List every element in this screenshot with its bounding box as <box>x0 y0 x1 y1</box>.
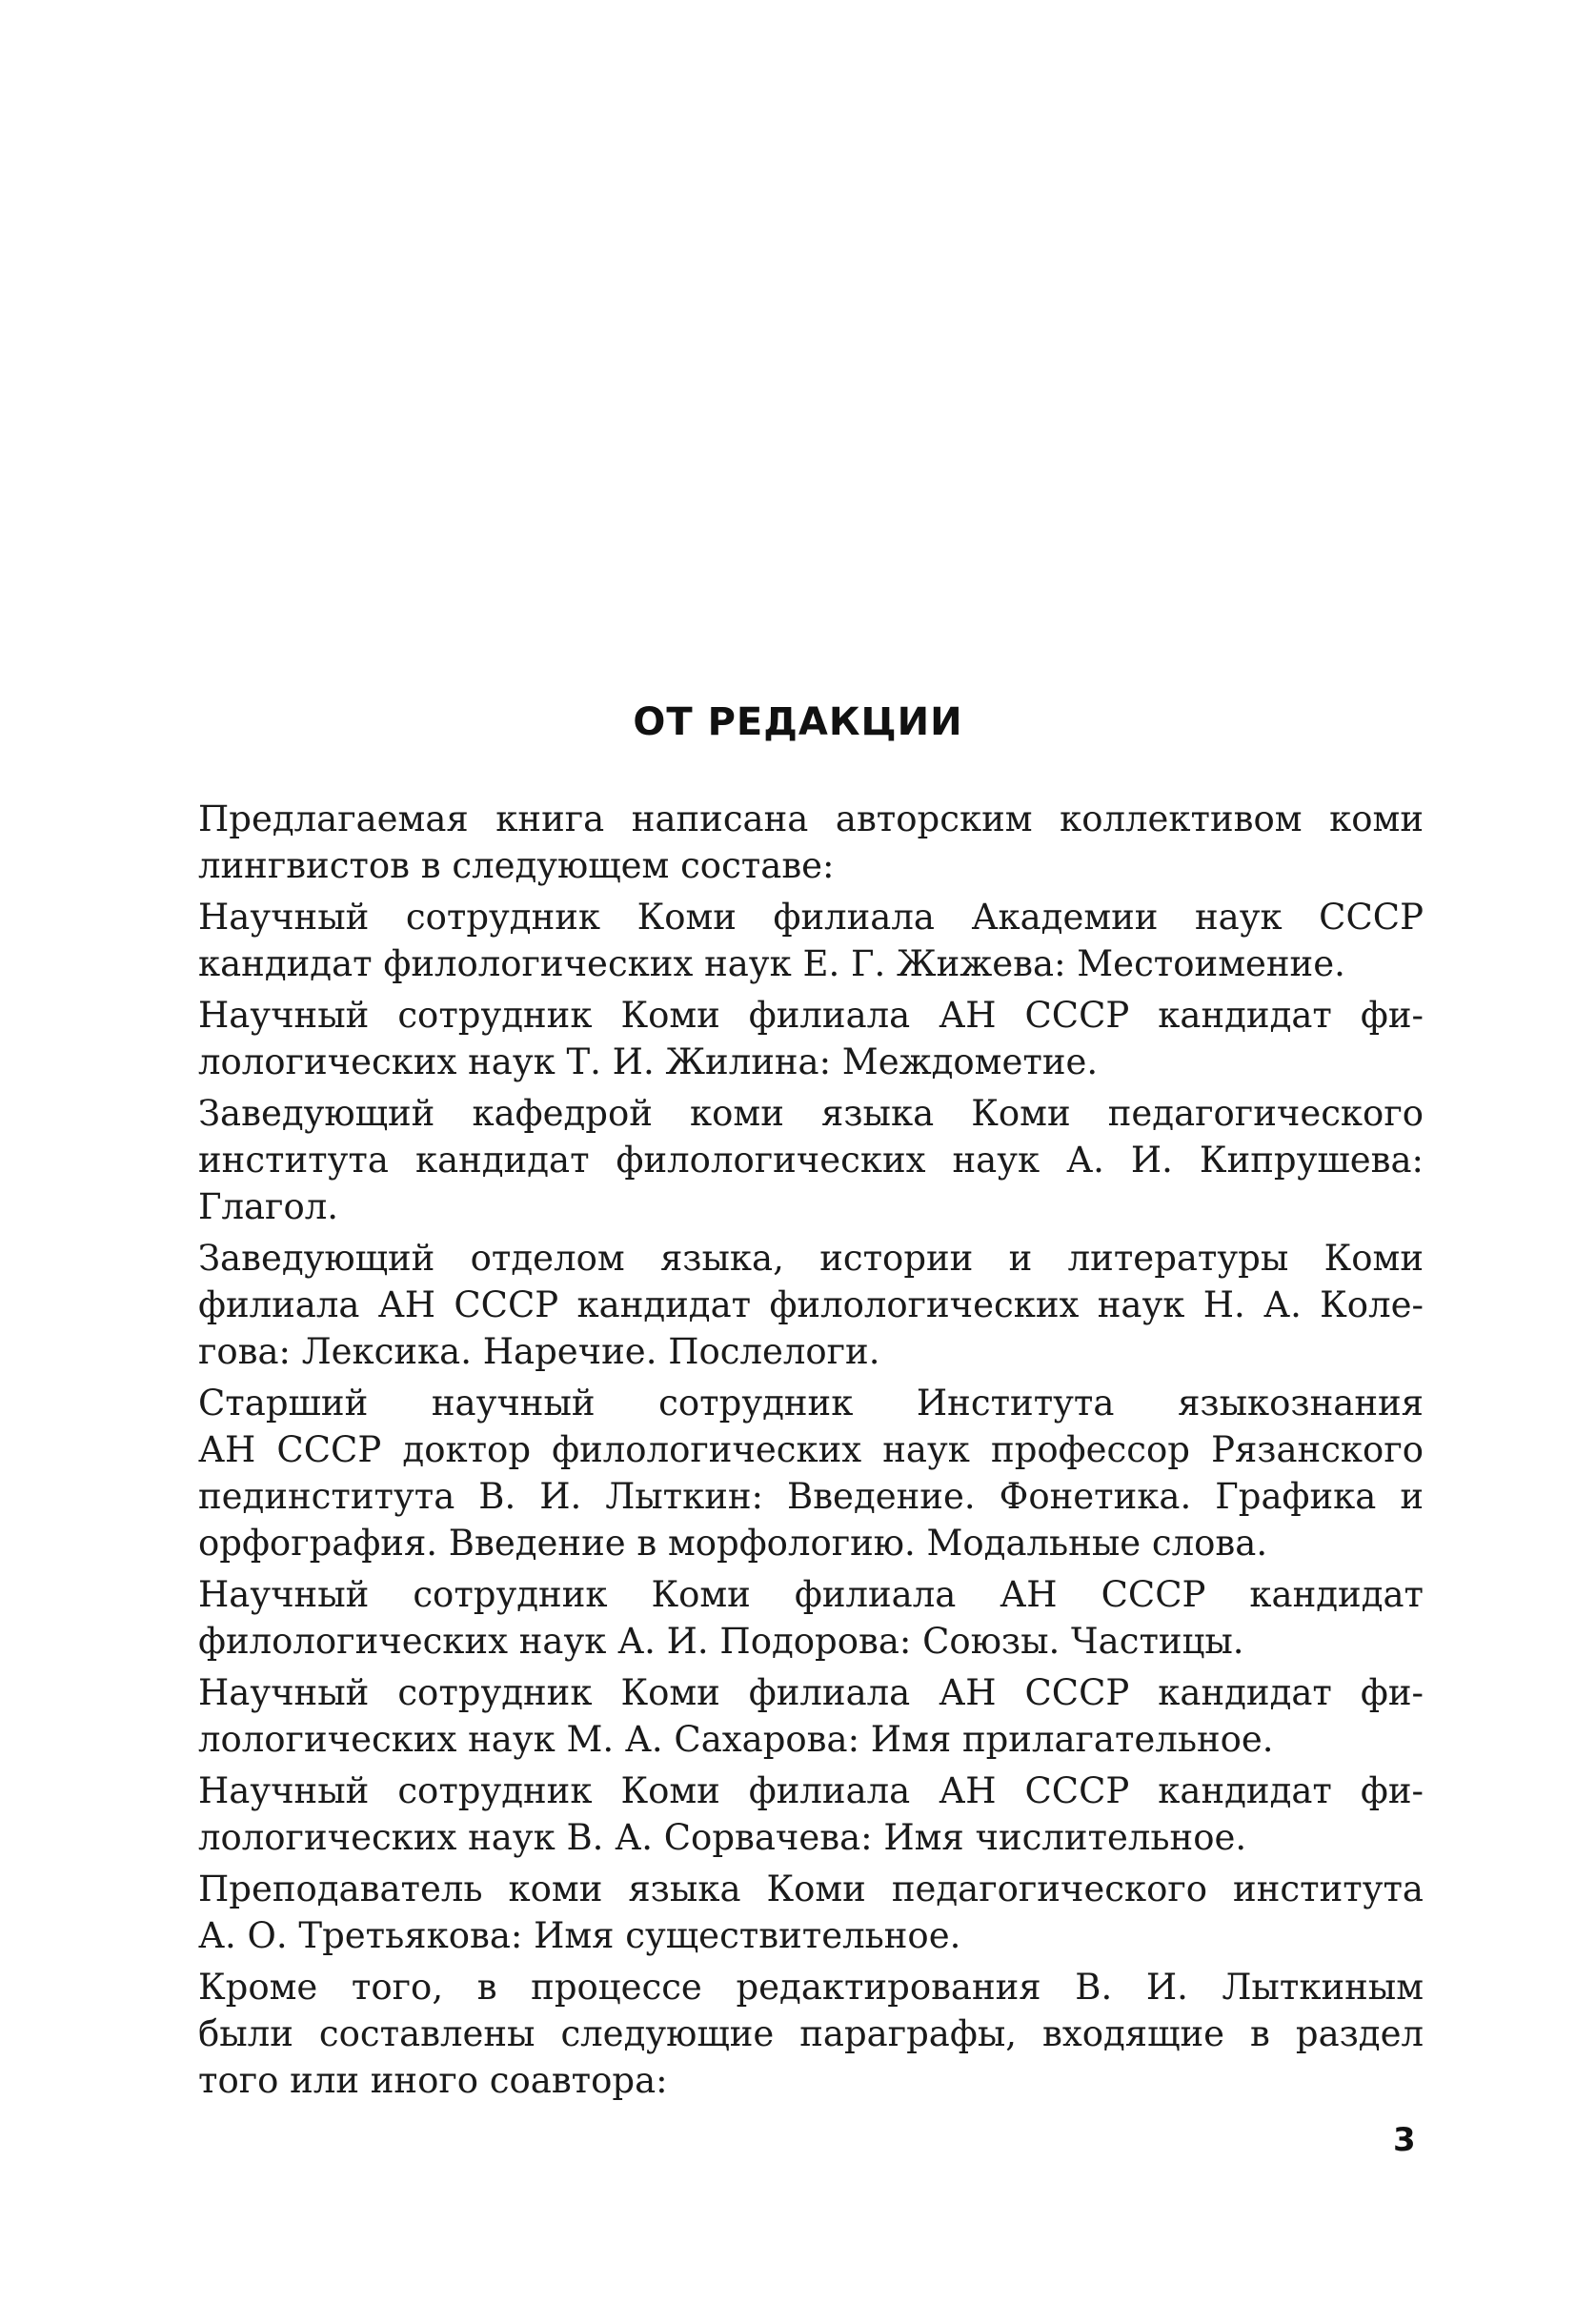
text-line: орфография. Введение в морфологию. Модальные слова. <box>198 1523 1268 1564</box>
text-line: АН СССР доктор филологических наук профессор Рязанского <box>198 1429 1424 1470</box>
text-line: кандидат филологических наук Е. Г. Жижева: Местоимение. <box>198 943 1345 984</box>
text-line: института кандидат филологических наук А. И. Кипрушева: <box>198 1140 1424 1181</box>
text-line: лологических наук М. А. Сахарова: Имя прилагательное. <box>198 1719 1274 1760</box>
body-text <box>136 796 1424 2109</box>
text-line: лологических наук Т. И. Жилина: Междометие. <box>198 1041 1099 1082</box>
text-line: Научный сотрудник Коми филиала АН СССР кандидат <box>198 1574 1424 1615</box>
text-line: были составлены следующие параграфы, входящие в раздел <box>198 2013 1424 2054</box>
paragraph <box>136 796 1424 889</box>
text-line: гова: Лексика. Наречие. Послелоги. <box>198 1331 880 1372</box>
paragraph <box>136 1090 1424 1230</box>
paragraph <box>136 1964 1424 2104</box>
paragraph <box>136 1571 1424 1665</box>
text-line: того или иного соавтора: <box>198 2060 668 2101</box>
text-line: А. О. Третьякова: Имя существительное. <box>198 1915 961 1956</box>
text-line: пединститута В. И. Лыткин: Введение. Фонетика. Графика и <box>198 1476 1424 1517</box>
text-line: лингвистов в следующем составе: <box>198 845 835 886</box>
text-line: лологических наук В. А. Сорвачева: Имя числительное. <box>198 1817 1247 1858</box>
text-line: Научный сотрудник Коми филиала Академии наук СССР <box>198 897 1424 938</box>
paragraph <box>136 894 1424 987</box>
paragraph <box>136 1866 1424 1959</box>
paragraph <box>136 1669 1424 1763</box>
paragraph <box>136 1235 1424 1375</box>
paragraph <box>136 1768 1424 1861</box>
text-line: Глагол. <box>198 1186 338 1227</box>
page-heading: ОТ РЕДАКЦИИ <box>633 700 963 744</box>
text-line: Заведующий кафедрой коми языка Коми педагогического <box>198 1093 1424 1134</box>
text-line: Преподаватель коми языка Коми педагогического института <box>198 1868 1424 1909</box>
text-line: филиала АН СССР кандидат филологических наук Н. А. Коле- <box>198 1284 1424 1325</box>
text-line: Научный сотрудник Коми филиала АН СССР кандидат фи- <box>198 995 1424 1036</box>
page-number: 3 <box>1393 2121 1416 2159</box>
text-line: филологических наук А. И. Подорова: Союзы. Частицы. <box>198 1621 1244 1662</box>
text-line: Заведующий отделом языка, истории и литературы Коми <box>198 1238 1424 1279</box>
text-line: Кроме того, в процессе редактирования В. И. Лыткиным <box>198 1967 1424 2008</box>
paragraph <box>136 1380 1424 1566</box>
text-line: Научный сотрудник Коми филиала АН СССР кандидат фи- <box>198 1770 1424 1811</box>
paragraph <box>136 992 1424 1085</box>
text-line: Научный сотрудник Коми филиала АН СССР кандидат фи- <box>198 1672 1424 1713</box>
text-line: Предлагаемая книга написана авторским коллективом коми <box>198 798 1424 839</box>
text-line: Старший научный сотрудник Института языкознания <box>198 1383 1424 1424</box>
